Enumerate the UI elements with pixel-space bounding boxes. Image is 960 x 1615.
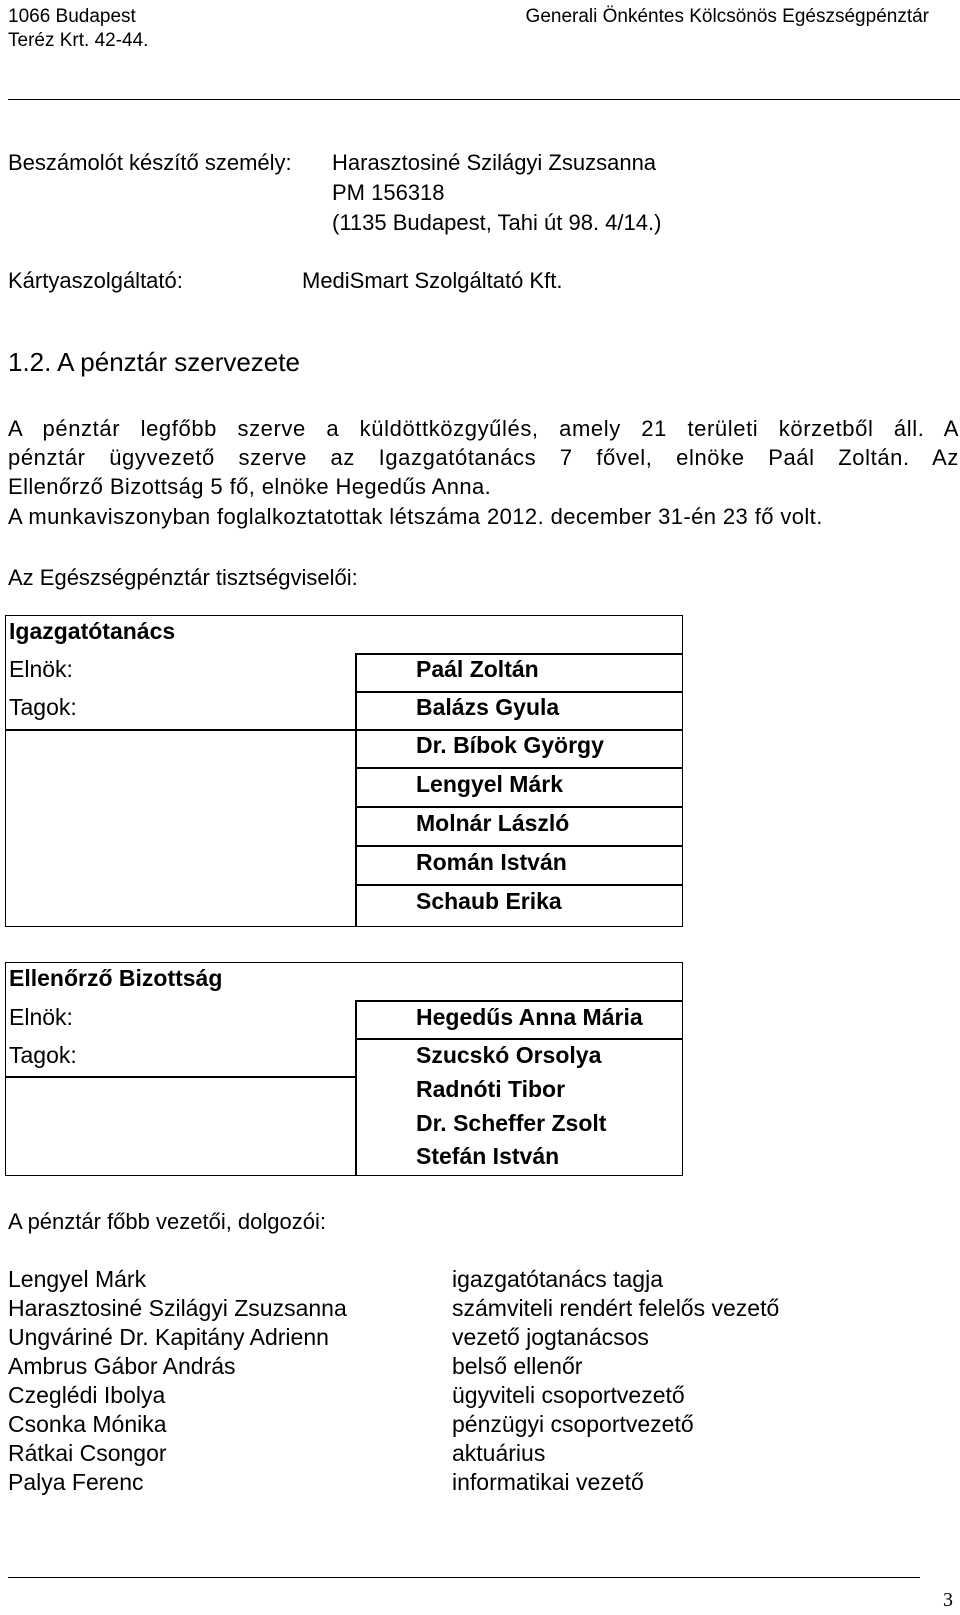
- staff-role: igazgatótanács tagja: [452, 1266, 663, 1292]
- staff-role: informatikai vezető: [452, 1469, 644, 1495]
- supervisory-member: Dr. Scheffer Zsolt: [416, 1110, 607, 1136]
- supervisory-member: Szucskó Orsolya: [416, 1042, 602, 1068]
- paragraph-line-1: A pénztár legfőbb szerve a küldöttközgyűlés, amely 21 területi körzetből áll. A: [8, 416, 959, 441]
- section-heading: 1.2. A pénztár szervezete: [8, 347, 300, 377]
- header-org-name: Generali Önkéntes Kölcsönös Egészségpénztár: [525, 6, 929, 27]
- footer-divider: [8, 1577, 920, 1578]
- supervisory-column-divider: [355, 1000, 357, 1176]
- card-provider-label: Kártyaszolgáltató:: [8, 268, 183, 293]
- staff-name: Ungváriné Dr. Kapitány Adrienn: [8, 1324, 329, 1350]
- board-member: Molnár László: [416, 810, 570, 836]
- board-title: Igazgatótanács: [9, 618, 176, 644]
- board-member: Lengyel Márk: [416, 771, 563, 797]
- staff-name: Harasztosiné Szilágyi Zsuzsanna: [8, 1295, 347, 1321]
- staff-name: Ambrus Gábor András: [8, 1353, 236, 1379]
- preparer-address: (1135 Budapest, Tahi út 98. 4/14.): [332, 210, 662, 235]
- supervisory-member: Stefán István: [416, 1143, 560, 1169]
- staff-name: Czeglédi Ibolya: [8, 1382, 166, 1408]
- board-title-divider: [356, 653, 683, 655]
- board-table: [5, 615, 683, 927]
- header-address-line2: Teréz Krt. 42-44.: [8, 30, 149, 51]
- officials-intro: Az Egészségpénztár tisztségviselői:: [8, 565, 358, 590]
- board-chair-name: Paál Zoltán: [416, 656, 539, 682]
- board-members-label: Tagok:: [9, 694, 77, 720]
- supervisory-chair-name: Hegedűs Anna Mária: [416, 1004, 643, 1030]
- staff-names: [8, 1265, 347, 1497]
- staff-name: Palya Ferenc: [8, 1469, 144, 1495]
- header-address-line1: 1066 Budapest: [8, 6, 136, 27]
- board-member: Balázs Gyula: [416, 694, 560, 720]
- staff-name: Lengyel Márk: [8, 1266, 147, 1292]
- supervisory-title: Ellenőrző Bizottság: [9, 965, 223, 991]
- staff-role: vezető jogtanácsos: [452, 1324, 649, 1350]
- preparer-id: PM 156318: [332, 180, 445, 205]
- page-number: 3: [943, 1589, 953, 1611]
- supervisory-table: [5, 962, 683, 1176]
- supervisory-member: Radnóti Tibor: [416, 1076, 566, 1102]
- preparer-name: Harasztosiné Szilágyi Zsuzsanna: [332, 150, 657, 175]
- board-chair-label: Elnök:: [9, 656, 73, 682]
- preparer-label: Beszámolót készítő személy:: [8, 150, 292, 175]
- staff-roles: [452, 1265, 779, 1497]
- supervisory-members-label: Tagok:: [9, 1042, 77, 1068]
- board-column-divider: [355, 653, 357, 927]
- staff-intro: A pénztár főbb vezetői, dolgozói:: [8, 1209, 326, 1234]
- paragraph-line-3: Ellenőrző Bizottság 5 fő, elnöke Hegedűs Anna.: [8, 474, 492, 499]
- staff-name: Rátkai Csongor: [8, 1440, 167, 1466]
- supervisory-title-divider: [356, 1000, 683, 1002]
- board-member: Román István: [416, 849, 567, 875]
- supervisory-chair-label: Elnök:: [9, 1004, 73, 1030]
- staff-role: aktuárius: [452, 1440, 546, 1466]
- staff-role: számviteli rendért felelős vezető: [452, 1295, 780, 1321]
- board-member: Dr. Bíbok György: [416, 732, 604, 758]
- staff-role: pénzügyi csoportvezető: [452, 1411, 694, 1437]
- staff-role: ügyviteli csoportvezető: [452, 1382, 685, 1408]
- paragraph-line-2: pénztár ügyvezető szerve az Igazgatótanács 7 fővel, elnöke Paál Zoltán. Az: [8, 445, 959, 470]
- card-provider-name: MediSmart Szolgáltató Kft.: [302, 268, 563, 293]
- staff-name: Csonka Mónika: [8, 1411, 167, 1437]
- header-divider: [8, 99, 960, 100]
- board-member: Schaub Erika: [416, 888, 562, 914]
- staff-role: belső ellenőr: [452, 1353, 583, 1379]
- paragraph-line-4: A munkaviszonyban foglalkoztatottak létszáma 2012. december 31-én 23 fő volt.: [8, 504, 823, 529]
